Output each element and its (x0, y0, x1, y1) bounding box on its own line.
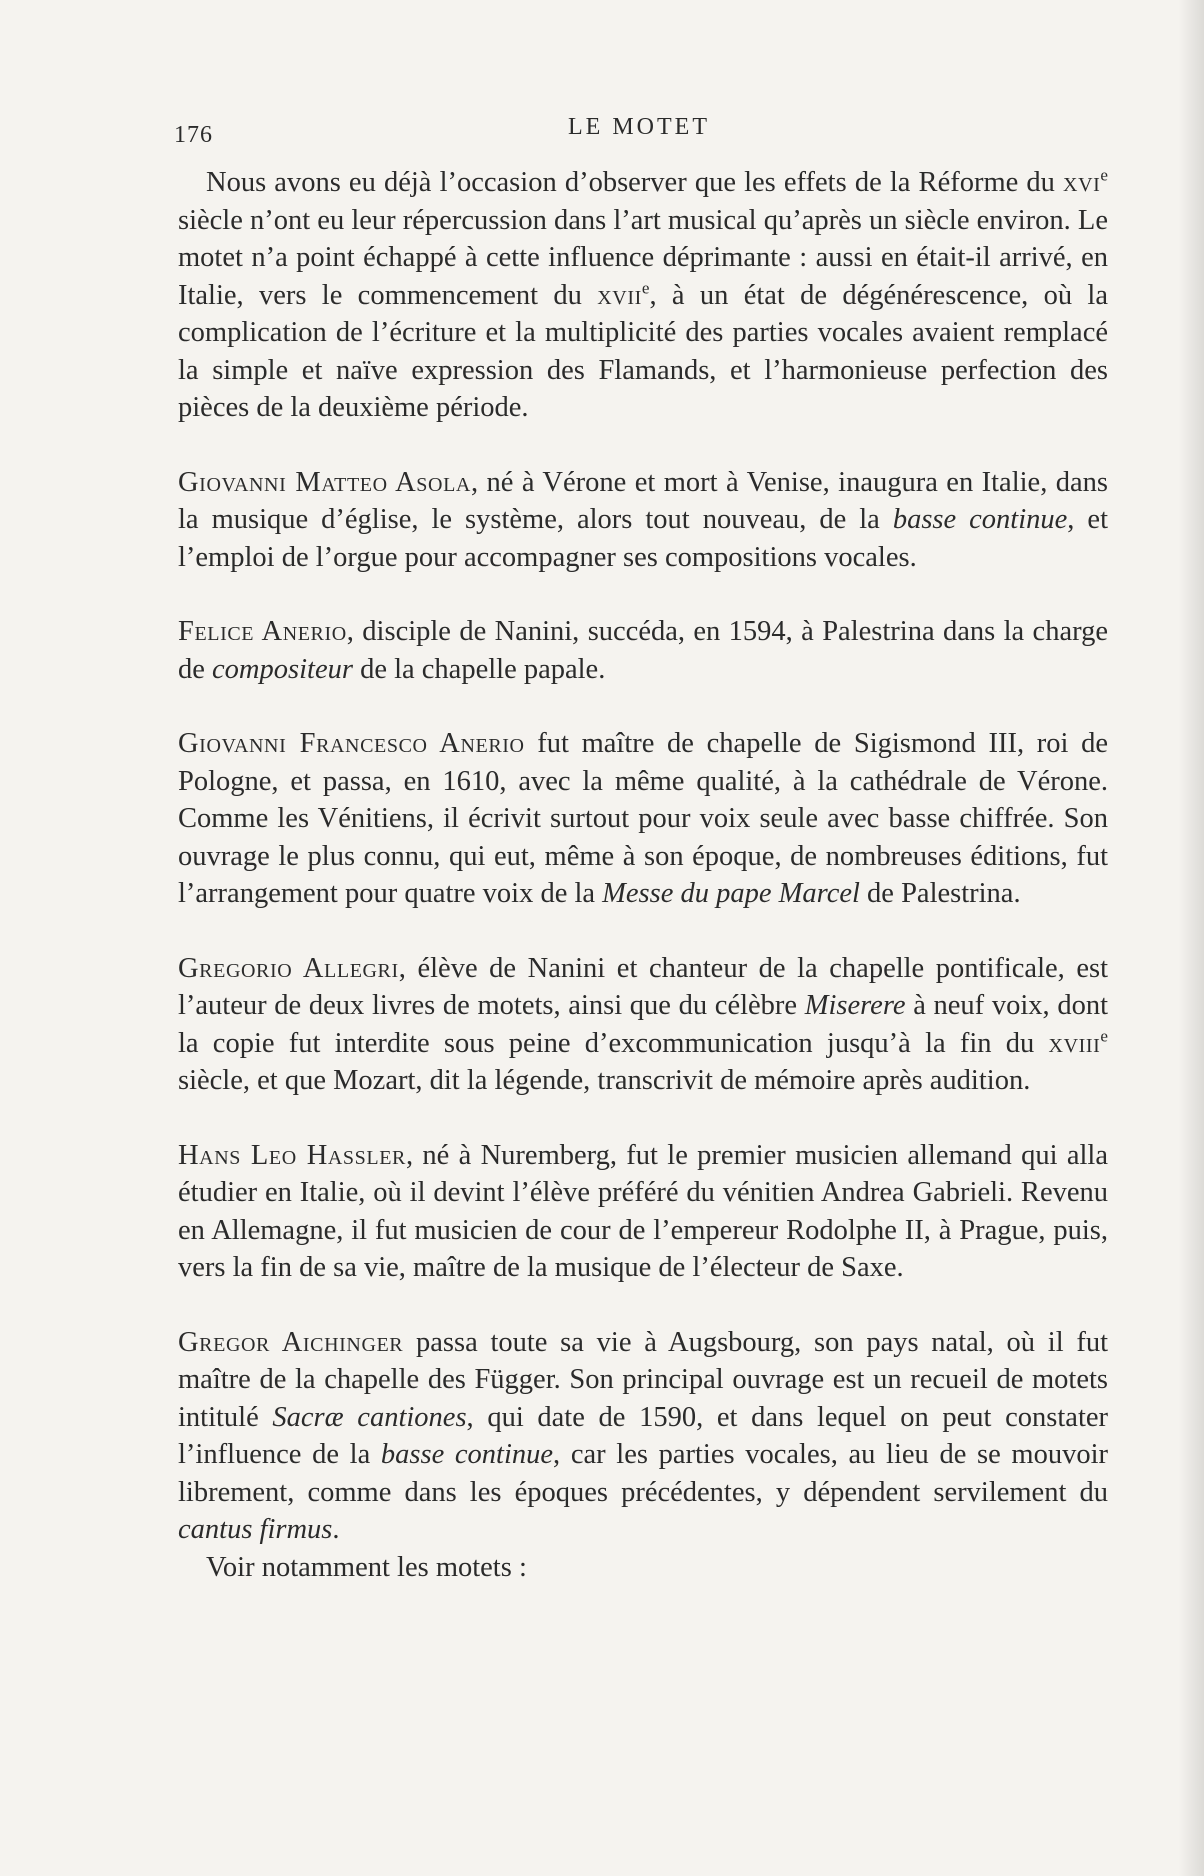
text-run: , à un état de dégénérescence, où la complication de l’écriture et la multiplicité des parties vocales avaient remplacé la simple et naïve expression des Flamands, et l’harmonieuse perfection des pièces de la deuxième période. (178, 279, 1108, 423)
composer-name: Gregorio Allegri (178, 952, 399, 984)
paragraph-allegri (178, 950, 1108, 1100)
text-run: à neuf voix, dont la copie fut interdite sous peine d’excommunication jusqu’à la fin du (178, 990, 1108, 1059)
composer-name: Hans Leo Hassler (178, 1139, 406, 1171)
text-run: passa toute sa vie à Augsbourg, son pays natal, où il fut maître de la chapelle des Függer. Son principal ouvrage est un recueil de motets intitulé (178, 1326, 1108, 1433)
text-run: , élève de Nanini et chanteur de la chapelle pontificale, est l’auteur de deux livres de motets, ainsi que du célèbre (178, 952, 1109, 1021)
century-numeral: xvi (1063, 167, 1101, 198)
text-run: , disciple de Nanini, succéda, en 1594, à Palestrina dans la charge de (178, 616, 1108, 685)
page-number: 176 (174, 122, 213, 148)
italic-title: Sacræ cantiones (272, 1401, 467, 1433)
page-edge-shadow (1178, 0, 1204, 1876)
italic-term: basse continue (892, 504, 1068, 535)
italic-term: cantus firmus (178, 1514, 333, 1545)
paragraph-francesco-anerio (178, 725, 1108, 913)
composer-name: Felice Anerio (178, 616, 347, 647)
italic-term: Miserere (804, 990, 906, 1021)
running-title: LE MOTET (568, 114, 710, 140)
text-run: , né à Nuremberg, fut le premier musicien allemand qui alla étudier en Italie, où il devint l’élève préféré du vénitien Andrea Gabrieli. Revenu en Allemagne, il fut musicien de cour de l’empereur Rodolphe II, à Prague, puis, vers la fin de sa vie, maître de la musique de l’électeur de Saxe. (178, 1139, 1108, 1283)
paragraph-intro (178, 164, 1108, 427)
superscript: e (1100, 165, 1108, 185)
italic-term: Messe du pape Marcel (602, 878, 860, 909)
italic-term: compositeur (212, 653, 353, 685)
text-run: , car les parties vocales, au lieu de se mouvoir librement, comme dans les époques précédentes, y dépendent servilement du (178, 1439, 1109, 1508)
superscript: e (641, 278, 650, 297)
text-run: de la chapelle papale. (352, 653, 606, 685)
composer-name: Giovanni Matteo Asola (178, 466, 471, 498)
paragraph-hassler (178, 1137, 1108, 1287)
composer-name: Giovanni Francesco Anerio (178, 728, 525, 759)
text-run: , né à Vérone et mort à Venise, inaugura en Italie, dans la musique d’église, le système, alors tout nouveau, de la (178, 466, 1109, 535)
paragraph-aichinger (178, 1324, 1108, 1549)
text-run: Nous avons eu déjà l’occasion d’observer que les effets de la Réforme du (206, 167, 1064, 198)
text-run: , et l’emploi de l’orgue pour accompagner ses compositions vocales. (178, 504, 1108, 573)
paragraph-asola (178, 464, 1108, 577)
text-run: . (332, 1514, 340, 1545)
body-text (178, 164, 1108, 1623)
text-run: de Palestrina. (859, 878, 1021, 909)
italic-term: basse continue (380, 1439, 554, 1470)
superscript: e (1100, 1026, 1108, 1045)
text-run: siècle, et que Mozart, dit la légende, transcrivit de mémoire après audition. (178, 1065, 1031, 1096)
text-run: fut maître de chapelle de Sigismond III, roi de Pologne, et passa, en 1610, avec la même qualité, à la cathédrale de Vérone. Comme les Vénitiens, il écrivit surtout pour voix seule avec basse chiffrée. Son ouvrage le plus connu, qui eut, même à son époque, de nombreuses éditions, fut l’arrangement pour quatre voix de la (178, 728, 1108, 909)
paragraph-see-motets: Voir notamment les motets : (206, 1551, 527, 1583)
text-run: , qui date de 1590, et dans lequel on peut constater l’influence de la (178, 1401, 1108, 1470)
text-run: siècle n’ont eu leur répercussion dans l’art musical qu’après un siècle environ. Le motet n’a point échappé à cette influence déprimante : aussi en était-il arrivé, en Italie, vers le commencement du (178, 204, 1108, 311)
century-numeral: xviii (1048, 1027, 1101, 1059)
paragraph-felice-anerio (178, 613, 1108, 688)
century-numeral: xvii (597, 279, 642, 311)
composer-name: Gregor Aichinger (178, 1326, 404, 1358)
page-header (174, 112, 1104, 152)
